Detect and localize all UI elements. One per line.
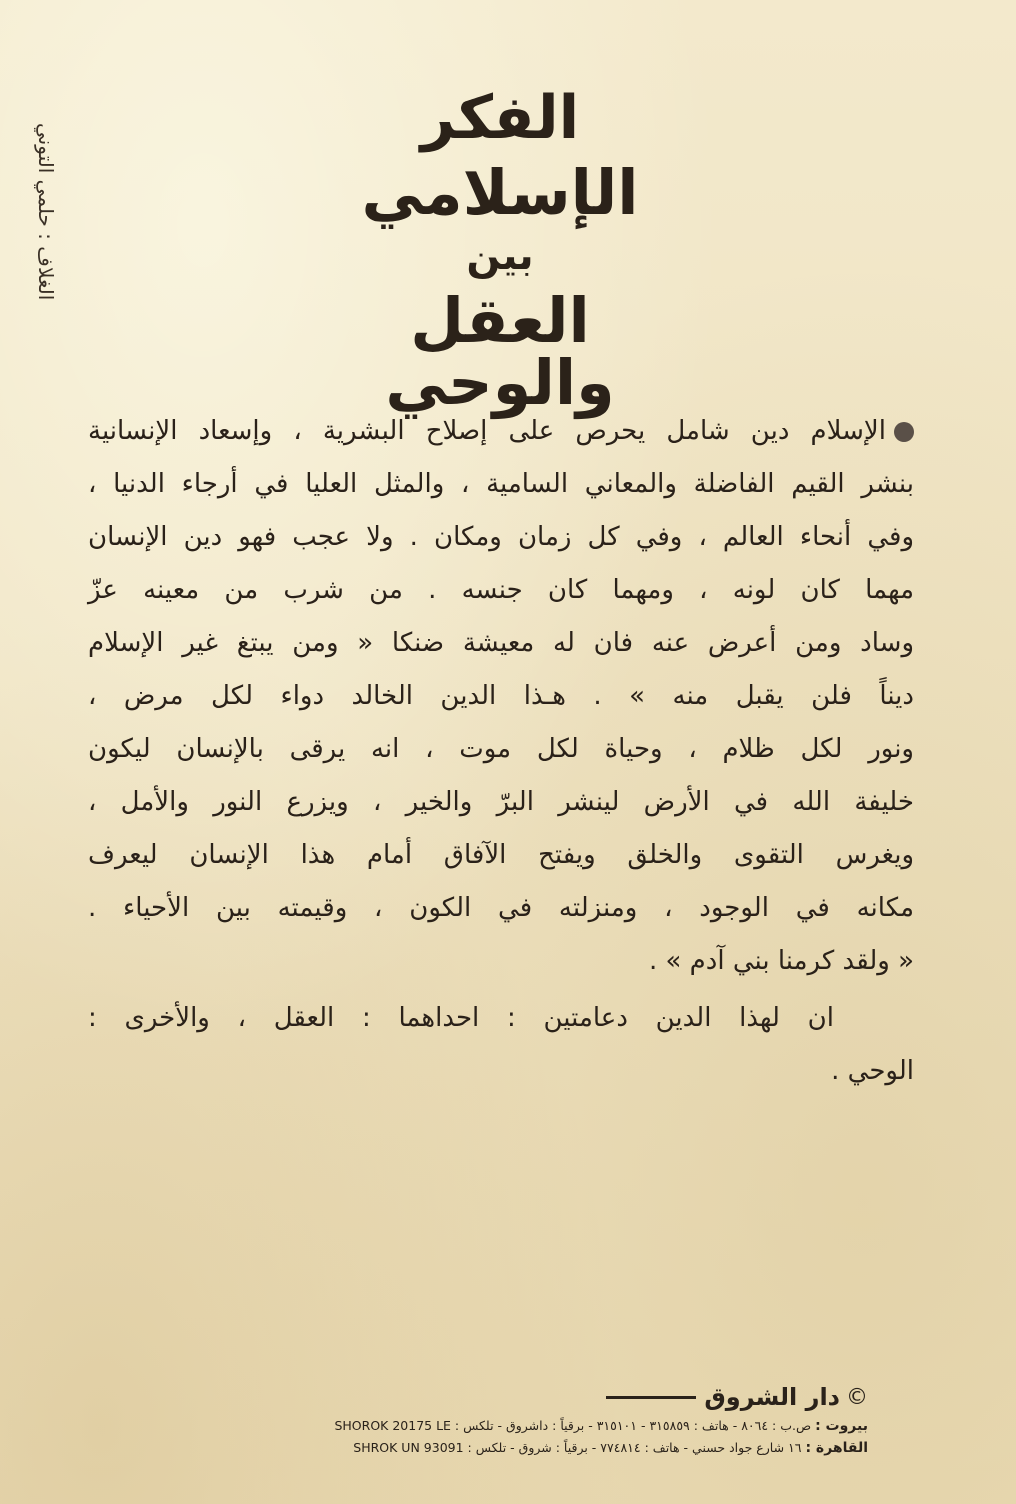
cover-designer-credit: الغلاف : حلمي التوني bbox=[34, 122, 58, 300]
blurb-line: ديناً فلن يقبل منه » . هـذا الدين الخالد دواء لكل مرض ، bbox=[88, 681, 914, 711]
blurb-line: ان لهذا الدين دعامتين : احداهما : العقل ، والأخرى : bbox=[88, 1003, 834, 1033]
publisher-name-row bbox=[348, 1380, 868, 1414]
title-line-2: الإسلامي bbox=[361, 156, 639, 229]
blurb-line: وساد ومن أعرض عنه فان له معيشة ضنكا « ومن يبتغ غير الإسلام bbox=[88, 628, 914, 658]
title-line-3: بين bbox=[466, 233, 534, 279]
publisher-name: دار الشروق bbox=[704, 1383, 840, 1411]
book-title bbox=[300, 83, 700, 419]
publisher-info bbox=[334, 1380, 868, 1458]
blurb-line: ويغرس التقوى والخلق ويفتح الآفاق أمام هذا الإنسان ليعرف bbox=[88, 840, 914, 870]
blurb-line: ونور لكل ظلام ، وحياة لكل موت ، انه يرقى بالإنسان ليكون bbox=[88, 734, 914, 764]
publisher-address-cairo bbox=[348, 1438, 868, 1458]
copyright-icon: © bbox=[846, 1384, 868, 1410]
city-cairo: القاهرة : bbox=[805, 1440, 868, 1456]
publisher-address-beirut bbox=[334, 1416, 868, 1436]
blurb-line: الإسلام دين شامل يحرص على إصلاح البشرية ، وإسعاد الإنسانية bbox=[88, 405, 914, 458]
blurb-line: مهما كان لونه ، ومهما كان جنسه . من شرب من معينه عزّ bbox=[88, 575, 914, 605]
city-beirut: بيروت : bbox=[815, 1418, 868, 1434]
cairo-contact: ١٦ شارع جواد حسني - هاتف : ٧٧٤٨١٤ - برقياً : شروق - تلكس : 93091 SHROK UN bbox=[353, 1440, 802, 1455]
beirut-contact: ص.ب : ٨٠٦٤ - هاتف : ٣١٥٨٥٩ - ٣١٥١٠١ - برقياً : داشروق - تلكس : SHOROK 20175 LE bbox=[334, 1418, 812, 1433]
blurb-text bbox=[88, 405, 914, 1098]
publisher-logo-rule bbox=[606, 1396, 696, 1399]
title-line-4: العقل والوحي bbox=[385, 284, 615, 419]
title-line-1: الفكر bbox=[420, 83, 580, 153]
blurb-line: « ولقد كرمنا بني آدم » . bbox=[648, 946, 914, 976]
blurb-line: خليفة الله في الأرض لينشر البرّ والخير ، ويزرع النور والأمل ، bbox=[88, 787, 914, 817]
blurb-line: بنشر القيم الفاضلة والمعاني السامية ، والمثل العليا في أرجاء الدنيا ، bbox=[88, 469, 914, 499]
blurb-line: الوحي . bbox=[831, 1056, 914, 1086]
blurb-line: وفي أنحاء العالم ، وفي كل زمان ومكان . ولا عجب فهو دين الإنسان bbox=[88, 522, 914, 552]
blurb-line: مكانه في الوجود ، ومنزلته في الكون ، وقيمته بين الأحياء . bbox=[88, 893, 914, 923]
